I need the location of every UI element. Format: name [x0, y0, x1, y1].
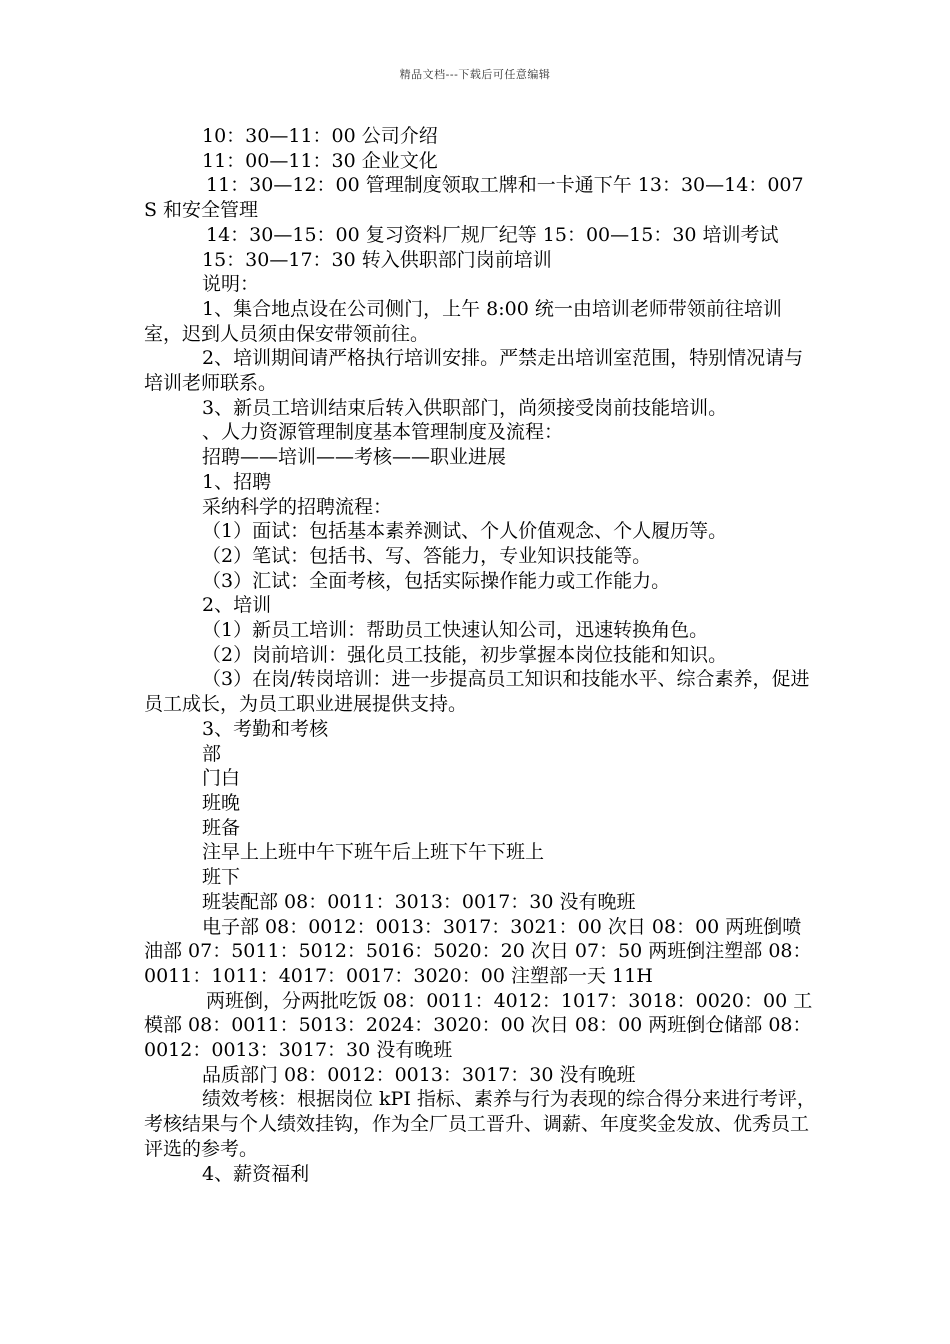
list-item: （1）面试：包括基本素养测试、个人价值观念、个人履历等。	[202, 520, 728, 543]
paragraph: 绩效考核：根据岗位 kPI 指标、素养与行为表现的综合得分来进行考评，考核结果与个人绩效挂钩，作为全厂员工晋升、调薪、年度奖金发放、优秀员工评选的参考。	[144, 1088, 816, 1160]
process-flow: 招聘——培训——考核——职业进展	[202, 446, 507, 469]
shift-line: 班装配部 08：0011：3013：0017：30 没有晚班	[202, 890, 636, 913]
shift-line: 两班倒，分两批吃饭 08：0011：4012：1017：3018：0020：00 工模部 08：0011：5013：2024：3020：00 次日 08：00 两班倒仓储部 08：0012：0013：3017：30 没有晚班	[144, 989, 813, 1062]
subsection-heading: 4、薪资福利	[202, 1162, 310, 1185]
section-heading: 、人力资源管理制度基本管理制度及流程：	[202, 421, 564, 444]
schedule-line: 14：30—15：00 复习资料厂规厂纪等 15：00—15：30 培训考试	[206, 223, 779, 246]
schedule-line: 10：30—11：00 公司介绍	[202, 125, 438, 147]
table-fragment: 班晚	[202, 791, 241, 814]
page-header: 精品文档---下载后可任意编辑	[399, 68, 551, 81]
note-item: 1、集合地点设在公司侧门，上午 8:00 统一由培训老师带领前往培训室，迟到人员须由保安带领前往。	[144, 297, 782, 345]
table-fragment: 部	[202, 742, 222, 765]
table-fragment: 门白	[202, 767, 241, 790]
list-item: （3）在岗/转岗培训：进一步提高员工知识和技能水平、综合素养，促进员工成长，为员工职业进展提供支持。	[144, 668, 810, 716]
shift-line: 品质部门 08：0012：0013：3017：30 没有晚班	[202, 1063, 636, 1086]
subsection-heading: 3、考勤和考核	[202, 717, 329, 740]
document-body	[144, 124, 816, 1186]
table-fragment: 注早上上班中午下班午后上班下午下班上	[202, 841, 545, 864]
subsection-heading: 2、培训	[202, 594, 272, 617]
schedule-line: 15：30—17：30 转入供职部门岗前培训	[202, 248, 552, 271]
schedule-line: 11：00—11：30 企业文化	[202, 149, 438, 172]
list-item: （3）汇试：全面考核，包括实际操作能力或工作能力。	[202, 569, 671, 592]
note-item: 2、培训期间请严格执行培训安排。严禁走出培训室范围，特别情况请与培训老师联系。	[144, 347, 804, 395]
list-item: （2）岗前培训：强化员工技能，初步掌握本岗位技能和知识。	[202, 643, 728, 666]
note-item: 3、新员工培训结束后转入供职部门，尚须接受岗前技能培训。	[202, 396, 728, 419]
schedule-line: 11：30—12：00 管理制度领取工牌和一卡通下午 13：30—14：007S 和安全管理	[144, 174, 804, 222]
list-item: （2）笔试：包括书、写、答能力，专业知识技能等。	[202, 544, 652, 567]
list-item: （1）新员工培训：帮助员工快速认知公司，迅速转换角色。	[202, 619, 709, 642]
paragraph: 采纳科学的招聘流程：	[202, 495, 393, 518]
notes-heading: 说明：	[202, 273, 260, 296]
subsection-heading: 1、招聘	[202, 470, 272, 493]
table-fragment: 班下	[202, 866, 241, 889]
table-fragment: 班备	[202, 816, 241, 839]
shift-line: 电子部 08：0012：0013：3017：3021：00 次日 08：00 两班倒喷油部 07：5011：5012：5016：5020：20 次日 07：50 两班倒注塑部 08：0011：1011：4017：0017：3020：00 注塑部一天 11H	[144, 915, 812, 987]
